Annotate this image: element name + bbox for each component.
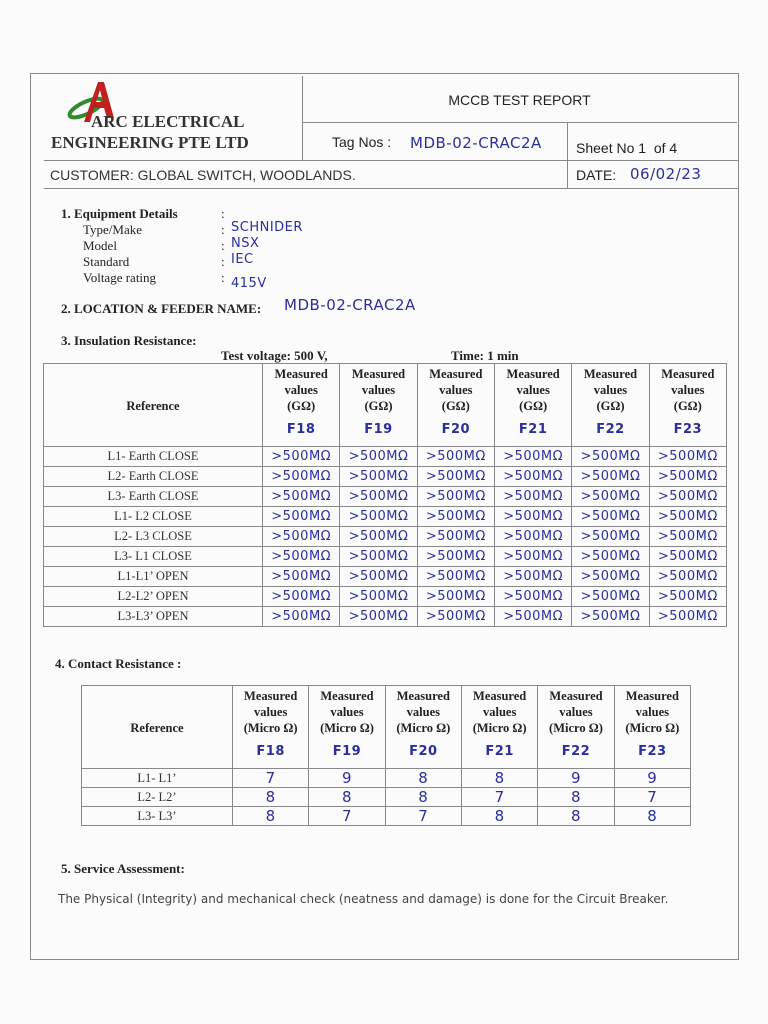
- company-name: [51, 111, 249, 153]
- value-cell: 9: [614, 769, 690, 788]
- measured-column-header: [614, 686, 690, 769]
- measured-column-header: [263, 364, 340, 447]
- value-cell: >500MΩ: [572, 567, 649, 587]
- reference-cell: L1- L2 CLOSE: [44, 507, 263, 527]
- table-row: [44, 487, 727, 507]
- tag-label: Tag Nos :: [332, 134, 392, 150]
- column-header-text: values: [671, 383, 705, 397]
- equipment-colon: :: [221, 222, 225, 237]
- table-row: [44, 467, 727, 487]
- value-cell: >500MΩ: [263, 587, 340, 607]
- column-header-text: (GΩ): [287, 399, 316, 413]
- value-cell: >500MΩ: [649, 587, 726, 607]
- value-cell: >500MΩ: [263, 547, 340, 567]
- table-row: [44, 607, 727, 627]
- value-cell: >500MΩ: [572, 487, 649, 507]
- report-page: [30, 73, 739, 960]
- table-row: [44, 587, 727, 607]
- feeder-label: F21: [518, 422, 548, 437]
- equipment-label: Type/Make: [83, 222, 143, 237]
- reference-cell: L1-L1’ OPEN: [44, 567, 263, 587]
- table-row: [44, 547, 727, 567]
- tag-block: [302, 122, 567, 161]
- reference-cell: L1- L1’: [82, 769, 233, 788]
- report-title: MCCB TEST REPORT: [448, 92, 591, 108]
- logo-block: [44, 76, 303, 161]
- date-value: 06/02/23: [630, 165, 702, 183]
- table-row: [44, 567, 727, 587]
- value-cell: 8: [309, 788, 385, 807]
- equipment-value: 415V: [231, 276, 267, 291]
- reference-cell: L2- L3 CLOSE: [44, 527, 263, 547]
- value-cell: >500MΩ: [417, 487, 494, 507]
- value-cell: >500MΩ: [494, 567, 571, 587]
- column-header-text: values: [284, 383, 318, 397]
- equipment-value: NSX: [231, 236, 260, 251]
- value-cell: >500MΩ: [263, 507, 340, 527]
- value-cell: >500MΩ: [649, 547, 726, 567]
- value-cell: 8: [385, 788, 461, 807]
- value-cell: >500MΩ: [649, 567, 726, 587]
- value-cell: 8: [614, 807, 690, 826]
- column-header-text: Measured: [396, 689, 450, 703]
- value-cell: 7: [461, 788, 537, 807]
- value-cell: >500MΩ: [263, 487, 340, 507]
- sheet-total: 4: [669, 140, 678, 156]
- value-cell: >500MΩ: [263, 467, 340, 487]
- value-cell: >500MΩ: [340, 607, 417, 627]
- feeder-label: F23: [673, 422, 703, 437]
- measured-column-header: [494, 364, 571, 447]
- insulation-heading: 3. Insulation Resistance:: [61, 333, 197, 348]
- value-cell: >500MΩ: [494, 527, 571, 547]
- value-cell: >500MΩ: [340, 487, 417, 507]
- table-header-row: [82, 686, 691, 769]
- reference-cell: L3- L3’: [82, 807, 233, 826]
- column-header-text: (GΩ): [519, 399, 548, 413]
- value-cell: >500MΩ: [340, 547, 417, 567]
- column-header-text: values: [361, 383, 396, 397]
- value-cell: >500MΩ: [494, 587, 571, 607]
- value-cell: 9: [538, 769, 614, 788]
- value-cell: >500MΩ: [494, 447, 571, 467]
- value-cell: >500MΩ: [340, 507, 417, 527]
- report-header: [44, 76, 737, 188]
- sheet-number: 1: [638, 140, 647, 156]
- column-header-text: (Micro Ω): [625, 721, 680, 735]
- value-cell: >500MΩ: [417, 587, 494, 607]
- reference-cell: L1- Earth CLOSE: [44, 447, 263, 467]
- service-heading: 5. Service Assessment:: [61, 861, 185, 876]
- value-cell: >500MΩ: [494, 607, 571, 627]
- column-header-text: values: [559, 705, 593, 719]
- column-header-text: (Micro Ω): [549, 721, 603, 735]
- value-cell: >500MΩ: [340, 467, 417, 487]
- value-cell: >500MΩ: [340, 527, 417, 547]
- column-header-text: Measured: [549, 689, 603, 703]
- equipment-colon: :: [221, 238, 225, 253]
- column-header-text: values: [330, 705, 364, 719]
- sheet-block: [567, 122, 738, 161]
- reference-cell: L2- L2’: [82, 788, 233, 807]
- reference-cell: L3-L3’ OPEN: [44, 607, 263, 627]
- column-header-text: (Micro Ω): [396, 721, 451, 735]
- equipment-colon: :: [221, 270, 225, 285]
- test-voltage: Test voltage: 500 V,: [221, 348, 328, 363]
- column-header-text: (Micro Ω): [472, 721, 527, 735]
- value-cell: >500MΩ: [572, 587, 649, 607]
- date-block: [567, 160, 738, 189]
- column-header-text: Measured: [506, 367, 560, 381]
- value-cell: >500MΩ: [417, 527, 494, 547]
- value-cell: >500MΩ: [649, 527, 726, 547]
- value-cell: >500MΩ: [494, 547, 571, 567]
- value-cell: 7: [385, 807, 461, 826]
- feeder-label: F20: [441, 422, 471, 437]
- feeder-label: F23: [638, 744, 667, 759]
- contact-table: [81, 685, 691, 826]
- value-cell: >500MΩ: [340, 587, 417, 607]
- value-cell: 7: [614, 788, 690, 807]
- value-cell: >500MΩ: [649, 447, 726, 467]
- value-cell: >500MΩ: [417, 567, 494, 587]
- feeder-label: F18: [286, 422, 316, 437]
- column-header-text: Measured: [473, 689, 527, 703]
- feeder-label: F22: [596, 422, 625, 437]
- value-cell: 8: [233, 807, 309, 826]
- value-cell: >500MΩ: [649, 607, 726, 627]
- column-header-text: values: [635, 705, 669, 719]
- value-cell: 7: [309, 807, 385, 826]
- measured-column-header: [538, 686, 614, 769]
- measured-column-header: [340, 364, 417, 447]
- test-time: Time: 1 min: [451, 348, 519, 363]
- sheet-of: of: [653, 140, 666, 156]
- reference-header: Reference: [82, 686, 233, 769]
- column-header-text: values: [253, 705, 288, 719]
- tag-value: MDB-02-CRAC2A: [410, 134, 542, 152]
- column-header-text: values: [516, 383, 550, 397]
- column-header-text: (Micro Ω): [320, 721, 374, 735]
- feeder-label: F20: [409, 744, 438, 759]
- customer-block: [44, 160, 567, 189]
- service-text: The Physical (Integrity) and mechanical check (neatness and damage) is done for the Circuit Breaker.: [58, 892, 669, 906]
- column-header-text: Measured: [625, 689, 679, 703]
- location-heading: 2. LOCATION & FEEDER NAME:: [61, 301, 262, 316]
- value-cell: >500MΩ: [263, 527, 340, 547]
- measured-column-header: [572, 364, 649, 447]
- value-cell: >500MΩ: [572, 547, 649, 567]
- column-header-text: Measured: [661, 367, 715, 381]
- value-cell: >500MΩ: [417, 447, 494, 467]
- value-cell: 8: [538, 807, 614, 826]
- value-cell: >500MΩ: [340, 447, 417, 467]
- column-header-text: (GΩ): [441, 399, 470, 413]
- equipment-colon: :: [221, 206, 225, 221]
- value-cell: >500MΩ: [417, 547, 494, 567]
- value-cell: 9: [309, 769, 385, 788]
- table-header-row: [44, 364, 727, 447]
- equipment-label: Voltage rating: [83, 270, 157, 285]
- company-name-line2: ENGINEERING PTE LTD: [51, 133, 249, 152]
- table-row: [44, 507, 727, 527]
- column-header-text: (Micro Ω): [243, 721, 298, 735]
- value-cell: >500MΩ: [263, 607, 340, 627]
- table-row: [82, 769, 691, 788]
- column-header-text: values: [406, 705, 440, 719]
- reference-cell: L3- Earth CLOSE: [44, 487, 263, 507]
- reference-cell: L3- L1 CLOSE: [44, 547, 263, 567]
- measured-column-header: [309, 686, 385, 769]
- value-cell: 8: [538, 788, 614, 807]
- value-cell: >500MΩ: [572, 467, 649, 487]
- feeder-label: F19: [332, 744, 362, 759]
- column-header-text: values: [439, 383, 473, 397]
- column-header-text: (GΩ): [364, 399, 393, 413]
- value-cell: 8: [461, 807, 537, 826]
- measured-column-header: [233, 686, 309, 769]
- reference-cell: L2-L2’ OPEN: [44, 587, 263, 607]
- value-cell: 8: [461, 769, 537, 788]
- column-header-text: Measured: [429, 367, 483, 381]
- value-cell: >500MΩ: [494, 467, 571, 487]
- value-cell: >500MΩ: [649, 507, 726, 527]
- value-cell: >500MΩ: [572, 527, 649, 547]
- column-header-text: values: [482, 705, 517, 719]
- table-row: [44, 527, 727, 547]
- date-label: DATE:: [576, 167, 617, 183]
- value-cell: >500MΩ: [263, 447, 340, 467]
- equipment-value: IEC: [231, 252, 254, 267]
- table-row: [82, 807, 691, 826]
- value-cell: >500MΩ: [263, 567, 340, 587]
- value-cell: 8: [385, 769, 461, 788]
- feeder-label: F18: [256, 744, 285, 759]
- column-header-text: Measured: [320, 689, 374, 703]
- value-cell: >500MΩ: [417, 607, 494, 627]
- reference-cell: L2- Earth CLOSE: [44, 467, 263, 487]
- customer-name: CUSTOMER: GLOBAL SWITCH, WOODLANDS.: [50, 167, 356, 183]
- column-header-text: Measured: [274, 367, 328, 381]
- title-block: [302, 76, 737, 123]
- measured-column-header: [461, 686, 537, 769]
- reference-header: Reference: [44, 364, 263, 447]
- equipment-heading: 1. Equipment Details: [61, 206, 178, 221]
- equipment-colon: :: [221, 254, 225, 269]
- feeder-label: F22: [561, 744, 591, 759]
- column-header-text: Measured: [583, 367, 638, 381]
- value-cell: >500MΩ: [494, 507, 571, 527]
- sheet-label: Sheet No: [576, 140, 635, 156]
- value-cell: >500MΩ: [572, 507, 649, 527]
- column-header-text: values: [593, 383, 628, 397]
- value-cell: 7: [233, 769, 309, 788]
- value-cell: >500MΩ: [572, 447, 649, 467]
- table-row: [44, 447, 727, 467]
- equipment-label: Model: [83, 238, 117, 253]
- column-header-text: (GΩ): [596, 399, 625, 413]
- table-row: [82, 788, 691, 807]
- column-header-text: Measured: [244, 689, 298, 703]
- feeder-label: F21: [485, 744, 514, 759]
- value-cell: >500MΩ: [417, 507, 494, 527]
- location-value: MDB-02-CRAC2A: [284, 296, 416, 314]
- company-name-line1: ARC ELECTRICAL: [91, 112, 245, 131]
- contact-heading: 4. Contact Resistance :: [55, 656, 182, 671]
- measured-column-header: [385, 686, 461, 769]
- value-cell: 8: [233, 788, 309, 807]
- column-header-text: (GΩ): [673, 399, 702, 413]
- column-header-text: Measured: [351, 367, 406, 381]
- value-cell: >500MΩ: [572, 607, 649, 627]
- insulation-table: [43, 363, 727, 627]
- equipment-label: Standard: [83, 254, 130, 269]
- measured-column-header: [417, 364, 494, 447]
- value-cell: >500MΩ: [417, 467, 494, 487]
- equipment-value: SCHNIDER: [231, 220, 303, 235]
- value-cell: >500MΩ: [340, 567, 417, 587]
- feeder-label: F19: [364, 422, 393, 437]
- value-cell: >500MΩ: [649, 487, 726, 507]
- measured-column-header: [649, 364, 726, 447]
- value-cell: >500MΩ: [494, 487, 571, 507]
- value-cell: >500MΩ: [649, 467, 726, 487]
